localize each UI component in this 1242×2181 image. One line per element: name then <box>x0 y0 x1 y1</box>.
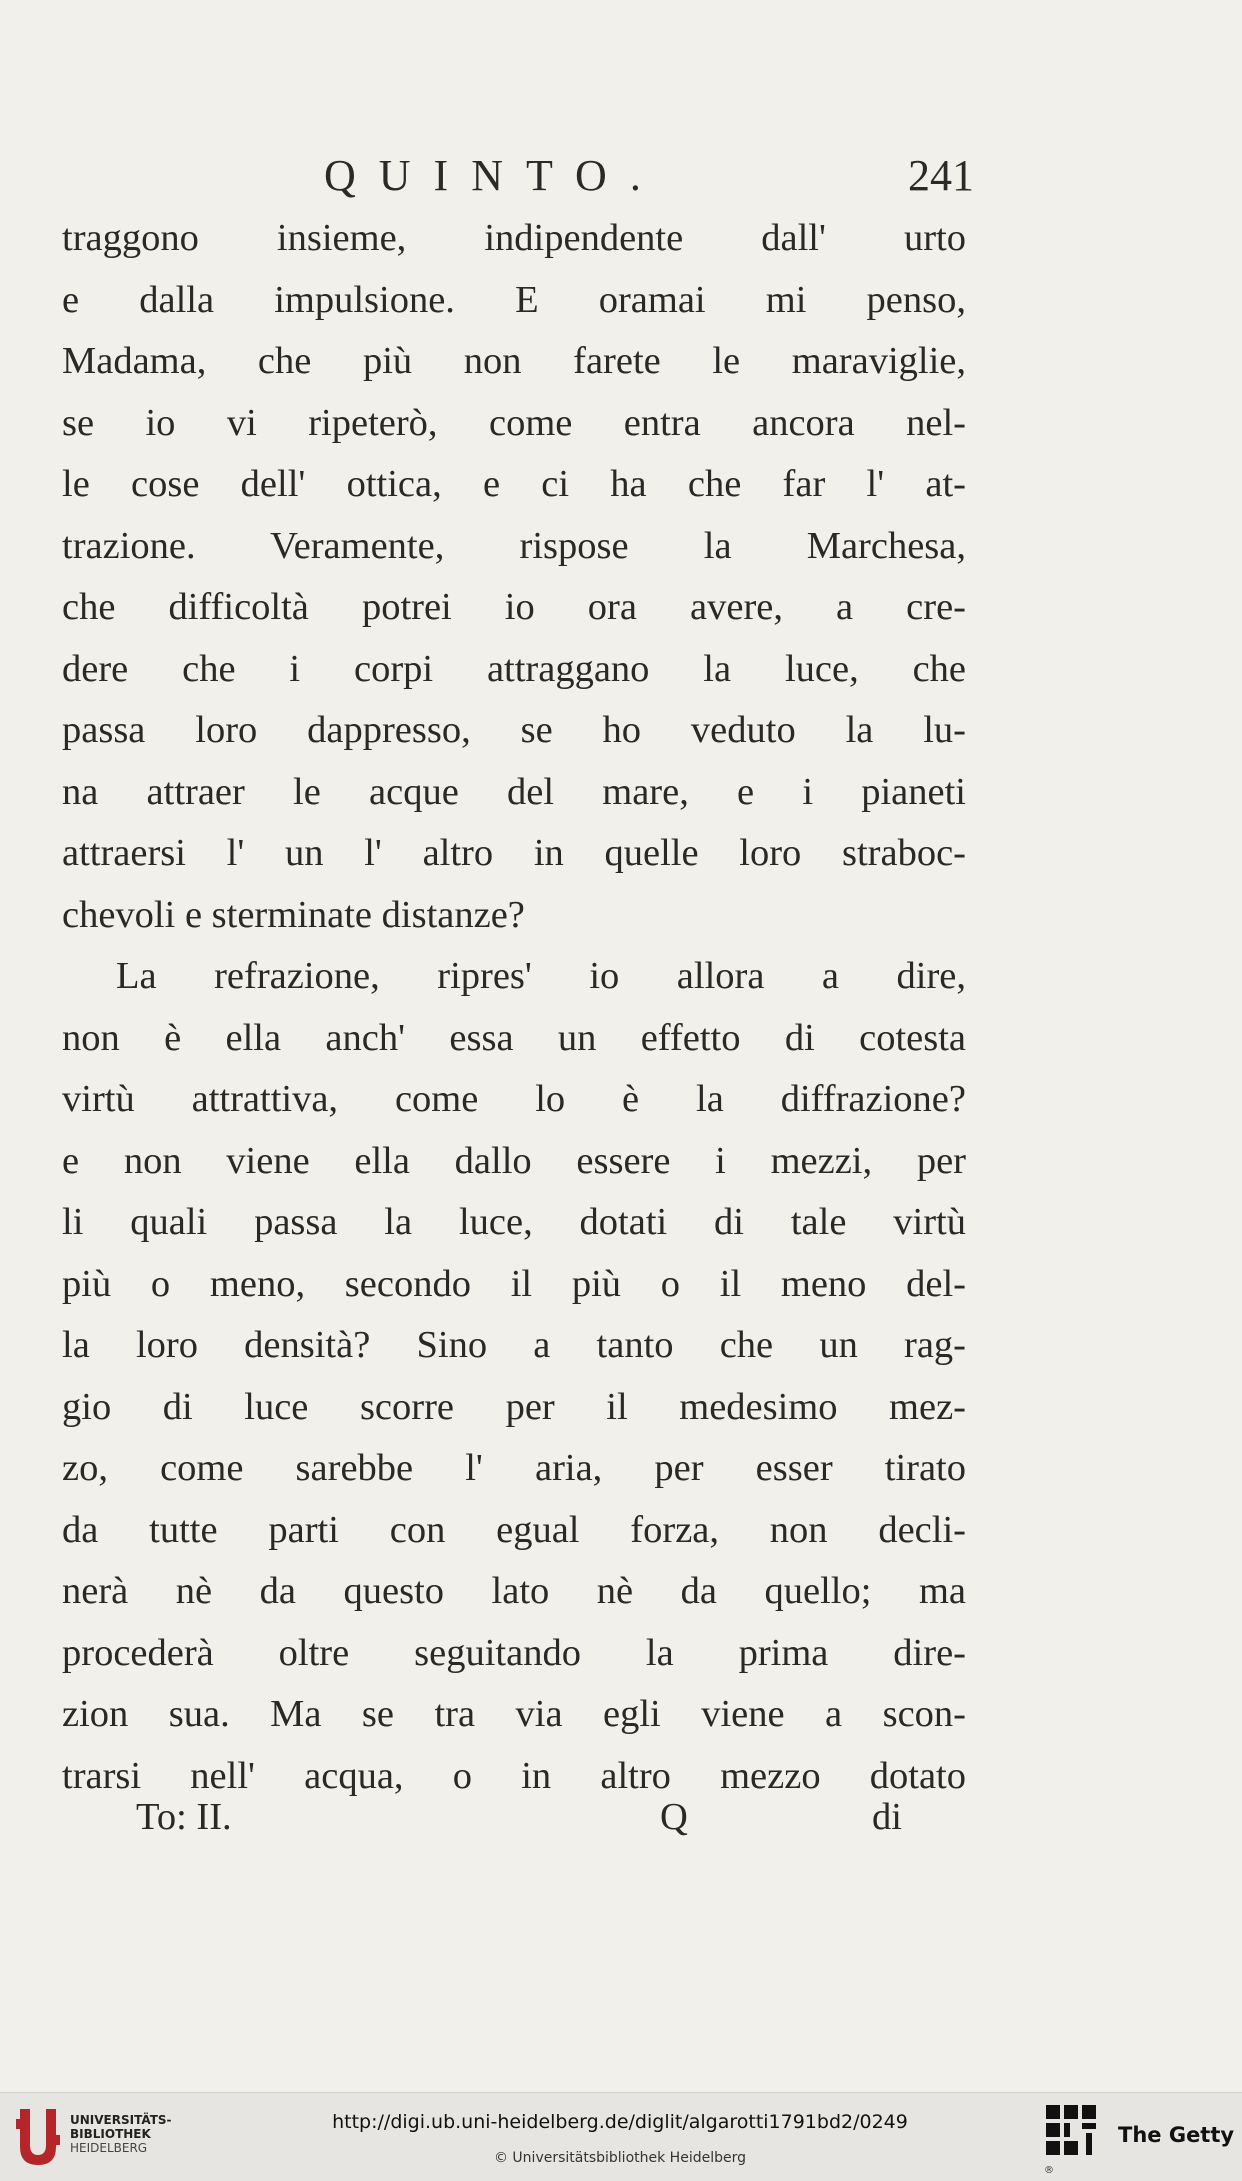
library-name-line: BIBLIOTHEK <box>70 2127 151 2141</box>
heidelberg-university-library-logo-icon[interactable] <box>14 2105 62 2167</box>
text-line: trarsi nell' acqua, o in altro mezzo dotato <box>62 1754 966 1797</box>
library-name-line: HEIDELBERG <box>70 2141 148 2155</box>
running-head <box>62 150 974 210</box>
text-line: se io vi ripeterò, come entra ancora nel- <box>62 401 966 444</box>
getty-logo-icon[interactable] <box>1044 2103 1098 2171</box>
library-name-line: UNIVERSITÄTS- <box>70 2113 172 2127</box>
copyright-notice: © Universitätsbibliothek Heidelberg <box>493 2150 746 2166</box>
quire-mark: Q <box>660 1796 688 1838</box>
text-line: nerà nè da questo lato nè da quello; ma <box>62 1570 966 1612</box>
text-line: gio di luce scorre per il medesimo mez- <box>62 1385 966 1428</box>
catchword: di <box>872 1796 902 1838</box>
body-text <box>62 208 966 1807</box>
text-line: traggono insieme, indipendente dall' urto <box>62 217 966 259</box>
text-line: dere che i corpi attraggano la luce, che <box>62 647 966 690</box>
partner-name[interactable]: The Getty <box>1118 2123 1235 2147</box>
text-line: procederà oltre seguitando la prima dire- <box>62 1631 966 1674</box>
running-title: QUINTO. <box>324 151 664 200</box>
text-line: attraersi l' un l' altro in quelle loro straboc- <box>62 832 966 874</box>
text-line: passa loro dappresso, se ho veduto la lu- <box>62 709 966 751</box>
text-line: trazione. Veramente, rispose la Marchesa, <box>62 524 966 567</box>
text-line: na attraer le acque del mare, e i pianeti <box>62 770 966 813</box>
text-line: zion sua. Ma se tra via egli viene a scon- <box>62 1693 966 1735</box>
text-line: li quali passa la luce, dotati di tale virtù <box>62 1201 966 1243</box>
text-line: chevoli e sterminate distanze? <box>62 893 525 936</box>
text-line: e non viene ella dallo essere i mezzi, per <box>62 1139 966 1182</box>
permalink-url[interactable]: http://digi.ub.uni-heidelberg.de/diglit/algarotti1791bd2/0249 <box>332 2111 908 2133</box>
registered-mark: ® <box>1044 2165 1054 2176</box>
text-line: più o meno, secondo il più o il meno del- <box>62 1262 966 1305</box>
page-foot <box>62 1795 966 1855</box>
viewer-footer-bar <box>0 2092 1242 2181</box>
text-line-paragraph-start: La refrazione, ripres' io allora a dire, <box>116 955 966 997</box>
text-line: zo, come sarebbe l' aria, per esser tirato <box>62 1447 966 1489</box>
text-line: che difficoltà potrei io ora avere, a cre- <box>62 586 966 628</box>
signature-mark: To: II. <box>136 1796 232 1838</box>
text-line: le cose dell' ottica, e ci ha che far l' at- <box>62 463 966 505</box>
text-line: virtù attrattiva, come lo è la diffrazione? <box>62 1078 966 1120</box>
text-line: da tutte parti con egual forza, non decli- <box>62 1508 966 1551</box>
text-line: non è ella anch' essa un effetto di cotesta <box>62 1016 966 1059</box>
page-number: 241 <box>908 151 974 200</box>
library-name <box>70 2113 172 2155</box>
text-line: e dalla impulsione. E oramai mi penso, <box>62 278 966 321</box>
text-line: Madama, che più non farete le maraviglie, <box>62 340 966 382</box>
text-line: la loro densità? Sino a tanto che un rag- <box>62 1324 966 1366</box>
